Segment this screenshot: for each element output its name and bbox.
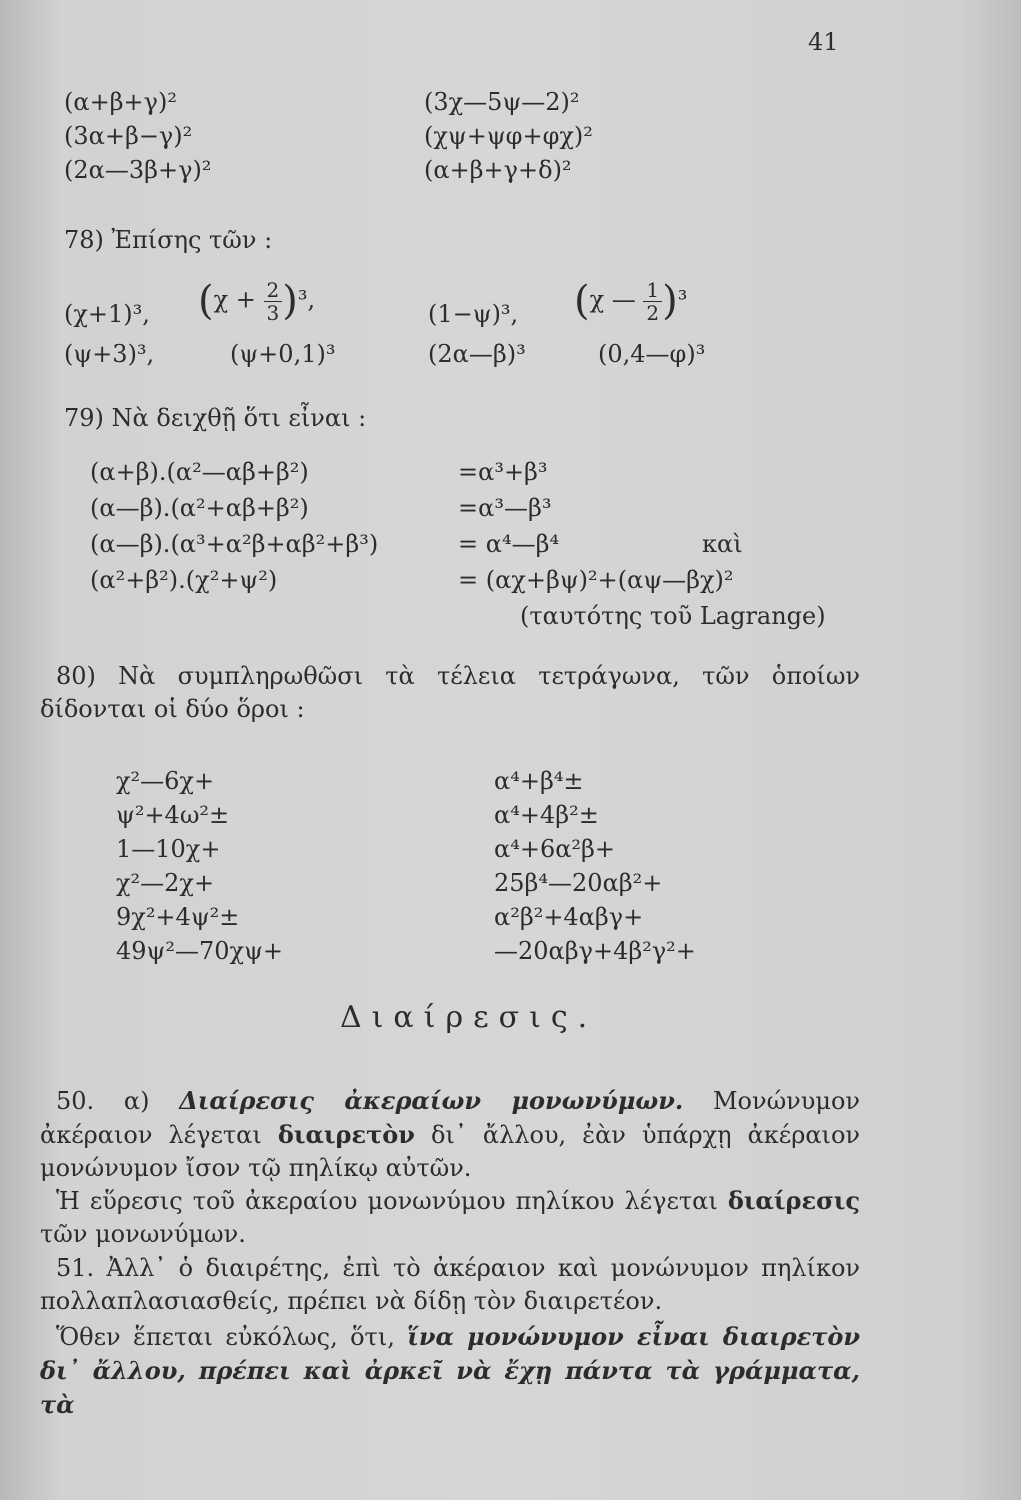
lagrange-note: (ταυτότης τοῦ Lagrange): [520, 602, 826, 630]
identity-2-lhs: (α—β).(α²+αβ+β²): [90, 494, 309, 522]
ex80-left-5: 9χ²+4ψ²±: [116, 903, 240, 931]
expr-left-3: (2α—3β+γ)²: [64, 156, 212, 184]
exercise-79-label: 79) Νὰ δειχθῇ ὅτι εἶναι :: [64, 404, 367, 432]
ex80-left-1: χ²—6χ+: [116, 767, 215, 795]
ex78-r1-d: (χ — $\frac{1}{2}$ )³: [574, 277, 688, 325]
ex78-r1-a: (χ+1)³,: [64, 300, 150, 328]
ex80-right-column: [494, 764, 696, 968]
ex80-right-1: α⁴+β⁴±: [494, 767, 584, 795]
ex78-r1-b: (χ + $\frac{2}{3}$ )³,: [198, 277, 316, 325]
ex80-left-6: 49ψ²—70χψ+: [116, 937, 283, 965]
ex80-right-4: 25β⁴—20αβ²+: [494, 869, 663, 897]
expr-right-2: (χψ+ψφ+φχ)²: [424, 122, 593, 150]
expr-left-1: (α+β+γ)²: [64, 88, 177, 116]
ex80-left-3: 1—10χ+: [116, 835, 221, 863]
section-heading: Διαίρεσις.: [340, 1000, 598, 1035]
p51b-emphasis: ἵνα μονώνυμον εἶναι διαιρετὸν δι᾿ ἄλλου, πρέπει καὶ ἀρκεῖ νὰ ἔχῃ πάντα τὰ γράμματα, τὰ: [40, 1322, 860, 1419]
ex78-r2-c: (2α—β)³: [428, 340, 526, 368]
identity-3-lhs: (α—β).(α³+α²β+αβ²+β³): [90, 530, 379, 558]
ex80-right-3: α⁴+6α²β+: [494, 835, 616, 863]
ex80-right-5: α²β²+4αβγ+: [494, 903, 644, 931]
p50-title: Διαίρεσις ἀκεραίων μονωνύμων.: [179, 1086, 684, 1115]
exercise-80-text: 80) Νὰ συμπληρωθῶσι τὰ τέλεια τετράγωνα, τῶν ὁποίων δίδονται οἱ δύο ὅροι :: [40, 662, 860, 723]
p50-term: διαιρετὸν: [277, 1120, 415, 1149]
ex80-left-column: [116, 764, 283, 968]
paragraph-50: [40, 1084, 860, 1185]
identity-1-lhs: (α+β).(α²—αβ+β²): [90, 458, 309, 486]
p51b-text: Ὅθεν ἕπεται εὐκόλως, ὅτι,: [56, 1323, 408, 1351]
identity-4-rhs: = (αχ+βψ)²+(αψ—βχ)²: [458, 566, 734, 594]
identity-3-and: καὶ: [702, 530, 743, 558]
page-number: 41: [808, 28, 839, 56]
ex80-right-2: α⁴+4β²±: [494, 801, 599, 829]
identity-1-rhs: =α³+β³: [458, 458, 548, 486]
identity-4-lhs: (α²+β²).(χ²+ψ²): [90, 566, 278, 594]
p50b-text-2: τῶν μονωνύμων.: [40, 1220, 246, 1248]
ex78-r1-c: (1−ψ)³,: [428, 300, 519, 328]
p50-number: 50. α): [56, 1087, 150, 1115]
ex78-r2-a: (ψ+3)³,: [64, 340, 155, 368]
expr-right-1: (3χ—5ψ—2)²: [424, 88, 580, 116]
ex80-left-4: χ²—2χ+: [116, 869, 215, 897]
expr-right-3: (α+β+γ+δ)²: [424, 156, 572, 184]
ex78-r2-d: (0,4—φ)³: [598, 340, 706, 368]
identity-3-rhs: = α⁴—β⁴: [458, 530, 560, 558]
expr-left-2: (3α+β−γ)²: [64, 122, 193, 150]
paragraph-51: 51. Ἀλλ᾿ ὁ διαιρέτης, ἐπὶ τὸ ἀκέραιον καὶ μονώνυμον πηλίκον πολλαπλασιασθείς, πρέπει νὰ δίδῃ τὸν διαιρετέον.: [40, 1254, 860, 1315]
ex80-left-2: ψ²+4ω²±: [116, 801, 230, 829]
paragraph-51b: [40, 1320, 860, 1422]
p50-text-2: δι᾿ ἄλλου, ἐὰν ὑπάρχῃ ἀκέραιον μονώνυμον ἴσον τῷ πηλίκῳ αὐτῶν.: [40, 1121, 861, 1182]
p50-text-1: Μονώνυμον ἀκέραιον λέγεται: [40, 1087, 860, 1149]
ex80-right-6: —20αβγ+4β²γ²+: [494, 937, 696, 965]
p50b-text-1: Ἡ εὕρεσις τοῦ ἀκεραίου μονωνύμου πηλίκου λέγεται: [56, 1187, 728, 1215]
p50b-term: διαίρεσις: [727, 1186, 860, 1215]
paragraph-50b: [40, 1184, 860, 1251]
identity-2-rhs: =α³—β³: [458, 494, 552, 522]
ex78-r2-b: (ψ+0,1)³: [230, 340, 336, 368]
exercise-78-label: 78) Ἐπίσης τῶν :: [64, 226, 273, 254]
